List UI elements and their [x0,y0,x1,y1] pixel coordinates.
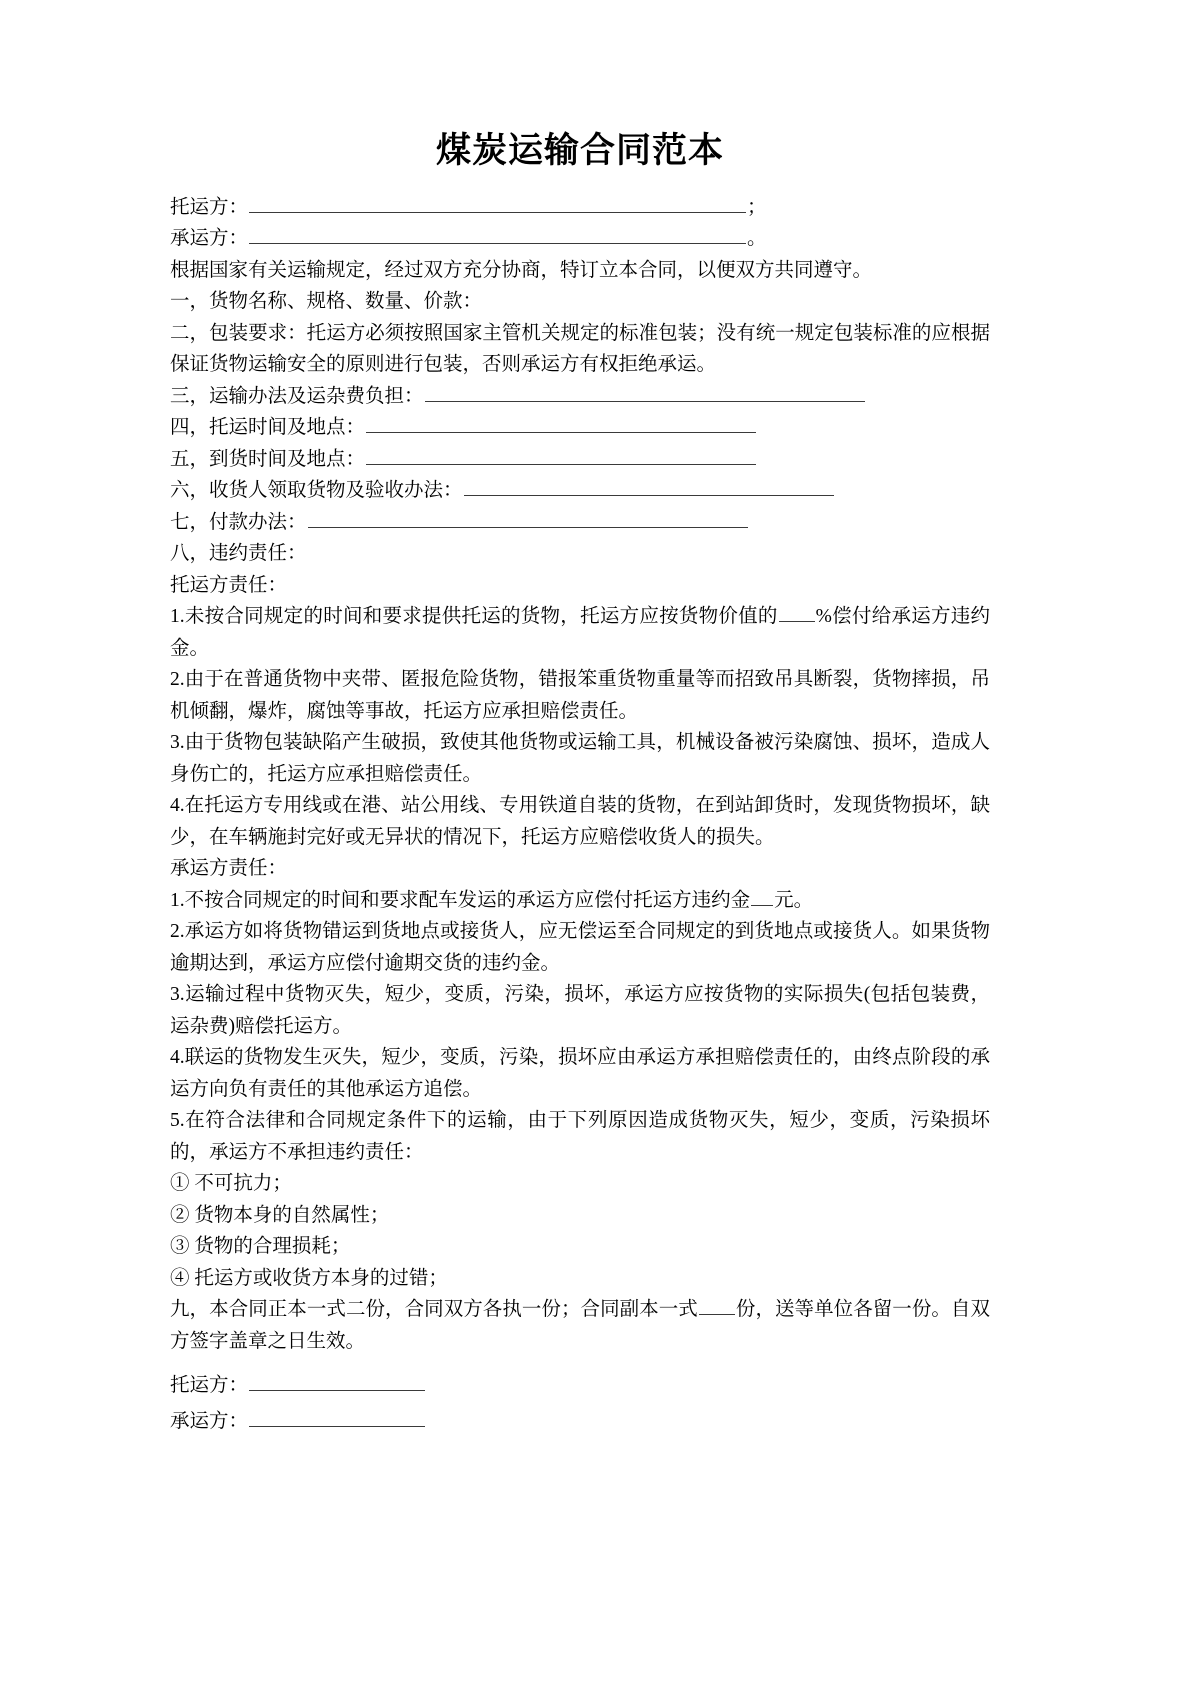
consignor-liability-item-4: 4.在托运方专用线或在港、站公用线、专用铁道自装的货物，在到站卸货时，发现货物损坏，缺少，在车辆施封完好或无异状的情况下，托运方应赔偿收货人的损失。 [170,795,990,848]
carrier-party-suffix: 。 [747,228,767,249]
signature-carrier-label: 承运方： [170,1410,249,1432]
clause-four-blank[interactable] [366,413,756,433]
carrier-liability-item-1 [170,885,990,917]
carrier-liability-item-4: 4.联运的货物发生灭失，短少，变质，污染，损坏应由承运方承担赔偿责任的，由终点阶段的承运方向负有责任的其他承运方追偿。 [170,1047,990,1100]
clause-seven-label: 七，付款办法： [170,511,307,533]
carrier-party-line [170,223,990,255]
exemption-item-3: ③ 货物的合理损耗； [170,1236,351,1257]
signature-consignor-label: 托运方： [170,1375,249,1396]
carrier-liability-item-1-pre: 1.不按合同规定的时间和要求配车发运的承运方应偿付托运方违约金 [170,889,751,911]
consignor-liability-item-2: 2.由于在普通货物中夹带、匿报危险货物，错报笨重货物重量等而招致吊具断裂，货物摔损，吊机倾翻，爆炸，腐蚀等事故，托运方应承担赔偿责任。 [170,669,990,722]
consignor-party-line [170,192,990,224]
consignor-liability-item-1-pre: 1.未按合同规定的时间和要求提供托运的货物，托运方应按货物价值的 [170,606,778,627]
consignor-liability-item-1 [170,601,990,664]
carrier-liability-item-3: 3.运输过程中货物灭失，短少，变质，污染，损坏，承运方应按货物的实际损失(包括包装费，运杂费)赔偿托运方。 [170,984,990,1037]
consignor-liability-item-1-post: %偿付给承运方违约金。 [170,606,990,659]
consignor-liability-item-3: 3.由于货物包装缺陷产生破损，致使其他货物或运输工具，机械设备被污染腐蚀、损坏，造成人身伤亡的，托运方应承担赔偿责任。 [170,732,990,785]
carrier-liability-heading: 承运方责任： [170,858,288,879]
signature-block [170,1370,990,1437]
clause-three-blank[interactable] [425,382,865,402]
carrier-liability-item-2: 2.承运方如将货物错运到货地点或接货人，应无偿运至合同规定的到货地点或接货人。如果货物逾期达到，承运方应偿付逾期交货的违约金。 [170,921,990,974]
clause-six-blank[interactable] [464,476,834,496]
consignor-party-label: 托运方： [170,196,249,218]
clause-seven [170,507,990,539]
clause-four-label: 四，托运时间及地点： [170,417,366,438]
clause-six-label: 六，收货人领取货物及验收办法： [170,480,463,501]
clause-seven-blank[interactable] [308,508,748,528]
clause-two: 二，包装要求：托运方必须按照国家主管机关规定的标准包装；没有统一规定包装标准的应根据保证货物运输安全的原则进行包装，否则承运方有权拒绝承运。 [170,322,990,375]
consignor-liability-heading: 托运方责任： [170,574,288,596]
signature-carrier-line [170,1406,990,1438]
clause-five-label: 五，到货时间及地点： [170,448,366,470]
signature-consignor-line [170,1370,990,1402]
consignor-party-blank[interactable] [249,193,746,213]
exemption-item-1: ① 不可抗力； [170,1173,292,1194]
page-title: 煤炭运输合同范本 [435,131,724,170]
carrier-party-label: 承运方： [170,228,249,249]
clause-four [170,412,990,444]
signature-consignor-blank[interactable] [249,1371,425,1391]
clause-nine-part-2: 份，送等单位各留一份。自双方签字盖章之日生效。 [170,1299,990,1352]
exemption-item-4: ④ 托运方或收货方本身的过错； [170,1267,448,1289]
clause-eight-heading: 八，违约责任： [170,543,307,564]
clause-three-label: 三，运输办法及运杂费负担： [170,385,424,407]
clause-nine [170,1294,990,1357]
consignor-party-suffix: ； [747,196,767,218]
clause-six [170,475,990,507]
clause-five-blank[interactable] [366,445,756,465]
signature-carrier-blank[interactable] [249,1407,425,1427]
exemption-item-2: ② 货物本身的自然属性； [170,1204,390,1226]
preamble-paragraph: 根据国家有关运输规定，经过双方充分协商，特订立本合同，以便双方共同遵守。 [170,259,873,281]
clause-three [170,381,990,413]
document-body [170,192,990,1438]
clause-nine-part-1: 九，本合同正本一式二份，合同双方各执一份；合同副本一式 [170,1299,698,1320]
carrier-liability-item-1-post: 元。 [774,889,814,911]
clause-five [170,444,990,476]
carrier-party-blank[interactable] [249,224,746,244]
consignor-penalty-percent-blank[interactable] [779,602,815,622]
carrier-liability-item-5: 5.在符合法律和合同规定条件下的运输，由于下列原因造成货物灭失，短少，变质，污染损坏的，承运方不承担违约责任： [170,1110,990,1163]
clause-one: 一，货物名称、规格、数量、价款： [170,291,483,312]
carrier-penalty-amount-blank[interactable] [751,886,773,906]
duplicate-copies-count-blank[interactable] [699,1295,735,1315]
